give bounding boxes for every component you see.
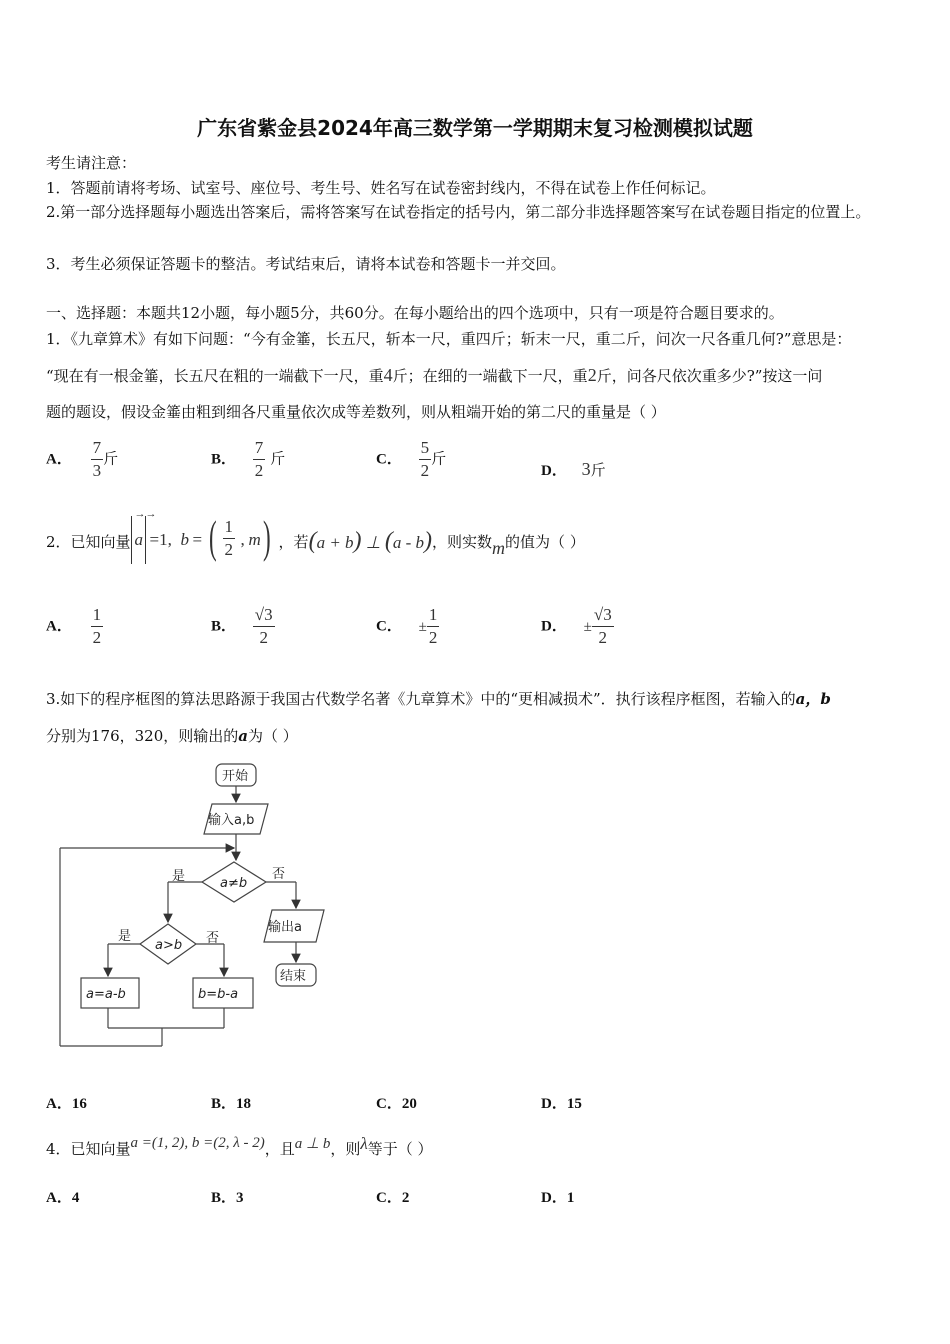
flowchart-yes1-label: 是 xyxy=(172,869,186,884)
q2-option-c[interactable]: C． ± $\frac{1}{2}$ xyxy=(376,605,438,647)
flowchart-cond1-label: a≠b xyxy=(220,876,248,891)
page-title: 广东省紫金县2024年高三数学第一学期期末复习检测模拟试题 xyxy=(197,116,753,140)
q1-line-3: 题的题设，假设金箠由粗到细各尺重量依次成等差数列，则从粗端开始的第二尺的重量是（ ） xyxy=(46,403,666,421)
notice-item-3: 3．考生必须保证答题卡的整洁。考试结束后，请将本试卷和答题卡一并交回。 xyxy=(46,255,566,273)
q4-option-a[interactable]: A．4 xyxy=(46,1190,80,1206)
q2-option-b[interactable]: B． $\frac{√3}{2}$ xyxy=(211,605,273,647)
notice-item-1: 1．答题前请将考场、试室号、座位号、考生号、姓名写在试卷密封线内，不得在试卷上作任何标记。 xyxy=(46,179,716,197)
flowchart-end-label: 结束 xyxy=(280,969,307,984)
flowchart-input-label: 输入a,b xyxy=(208,813,255,828)
q3-line-1: 3.如下的程序框图的算法思路源于我国古代数学名著《九章算术》中的“更相减损术”．执行该程序框图，若输入的a，b xyxy=(46,690,831,708)
q1-line-1: 1．《九章算术》有如下问题：“今有金箠，长五尺，斩本一尺，重四斤；斩末一尺，重二斤，问次一尺各重几何?”意思是： xyxy=(46,330,852,348)
q1-option-b[interactable]: B． $\frac{7}{2}$ 斤 xyxy=(211,438,286,480)
flowchart-no1-label: 否 xyxy=(272,867,286,882)
q1-option-c[interactable]: C． $\frac{5}{2}$ 斤 xyxy=(376,438,447,480)
flowchart-no2-label: 否 xyxy=(206,931,220,946)
flowchart-assign2-label: b=b-a xyxy=(198,987,239,1002)
q4-option-d[interactable]: D．1 xyxy=(541,1190,575,1206)
q1-line-2: “现在有一根金箠，长五尺在粗的一端截下一尺，重4斤；在细的一端截下一尺，重2斤，问各尺依次重多少?”按这一问 xyxy=(46,365,823,385)
q1-option-a[interactable]: A． $\frac{7}{3}$ 斤 xyxy=(46,438,119,480)
section-heading: 一、选择题：本题共12小题，每小题5分，共60分。在每小题给出的四个选项中，只有一项是符合题目要求的。 xyxy=(46,304,784,322)
q2-stem: 2．已知向量 →→ a =1, b = ( $\frac{1}{2}$ , m ) ，若(a + b) ⊥ (a - b)，则实数m的值为（ ） xyxy=(46,508,585,562)
notice-item-2: 2.第一部分选择题每小题选出答案后，需将答案写在试卷指定的括号内，第二部分非选择题答案写在试卷题目指定的位置上。 xyxy=(46,203,871,221)
q3-option-b[interactable]: B．18 xyxy=(211,1096,252,1112)
flowchart-start-label: 开始 xyxy=(222,769,249,784)
q3-option-c[interactable]: C．20 xyxy=(376,1096,417,1112)
q4-stem: 4．已知向量a =(1, 2), b =(2, λ - 2)，且a ⊥ b，则λ等于（ ） xyxy=(46,1133,433,1158)
q3-option-d[interactable]: D．15 xyxy=(541,1096,582,1112)
flowchart-yes2-label: 是 xyxy=(118,929,132,944)
q2-option-a[interactable]: A． $\frac{1}{2}$ xyxy=(46,605,102,647)
flowchart-cond2-label: a>b xyxy=(155,938,183,953)
flowchart-output-label: 输出a xyxy=(268,920,302,935)
q4-option-b[interactable]: B．3 xyxy=(211,1190,244,1206)
q1-option-d[interactable]: D． 3斤 xyxy=(541,459,606,479)
flowchart xyxy=(50,758,340,1058)
notice-heading: 考生请注意： xyxy=(46,154,137,172)
q2-option-d[interactable]: D． ± $\frac{√3}{2}$ xyxy=(541,605,612,647)
q3-option-a[interactable]: A．16 xyxy=(46,1096,87,1112)
flowchart-assign1-label: a=a-b xyxy=(86,987,126,1002)
q4-option-c[interactable]: C．2 xyxy=(376,1190,410,1206)
q3-line-2: 分别为176，320，则输出的a为（ ） xyxy=(46,727,298,745)
